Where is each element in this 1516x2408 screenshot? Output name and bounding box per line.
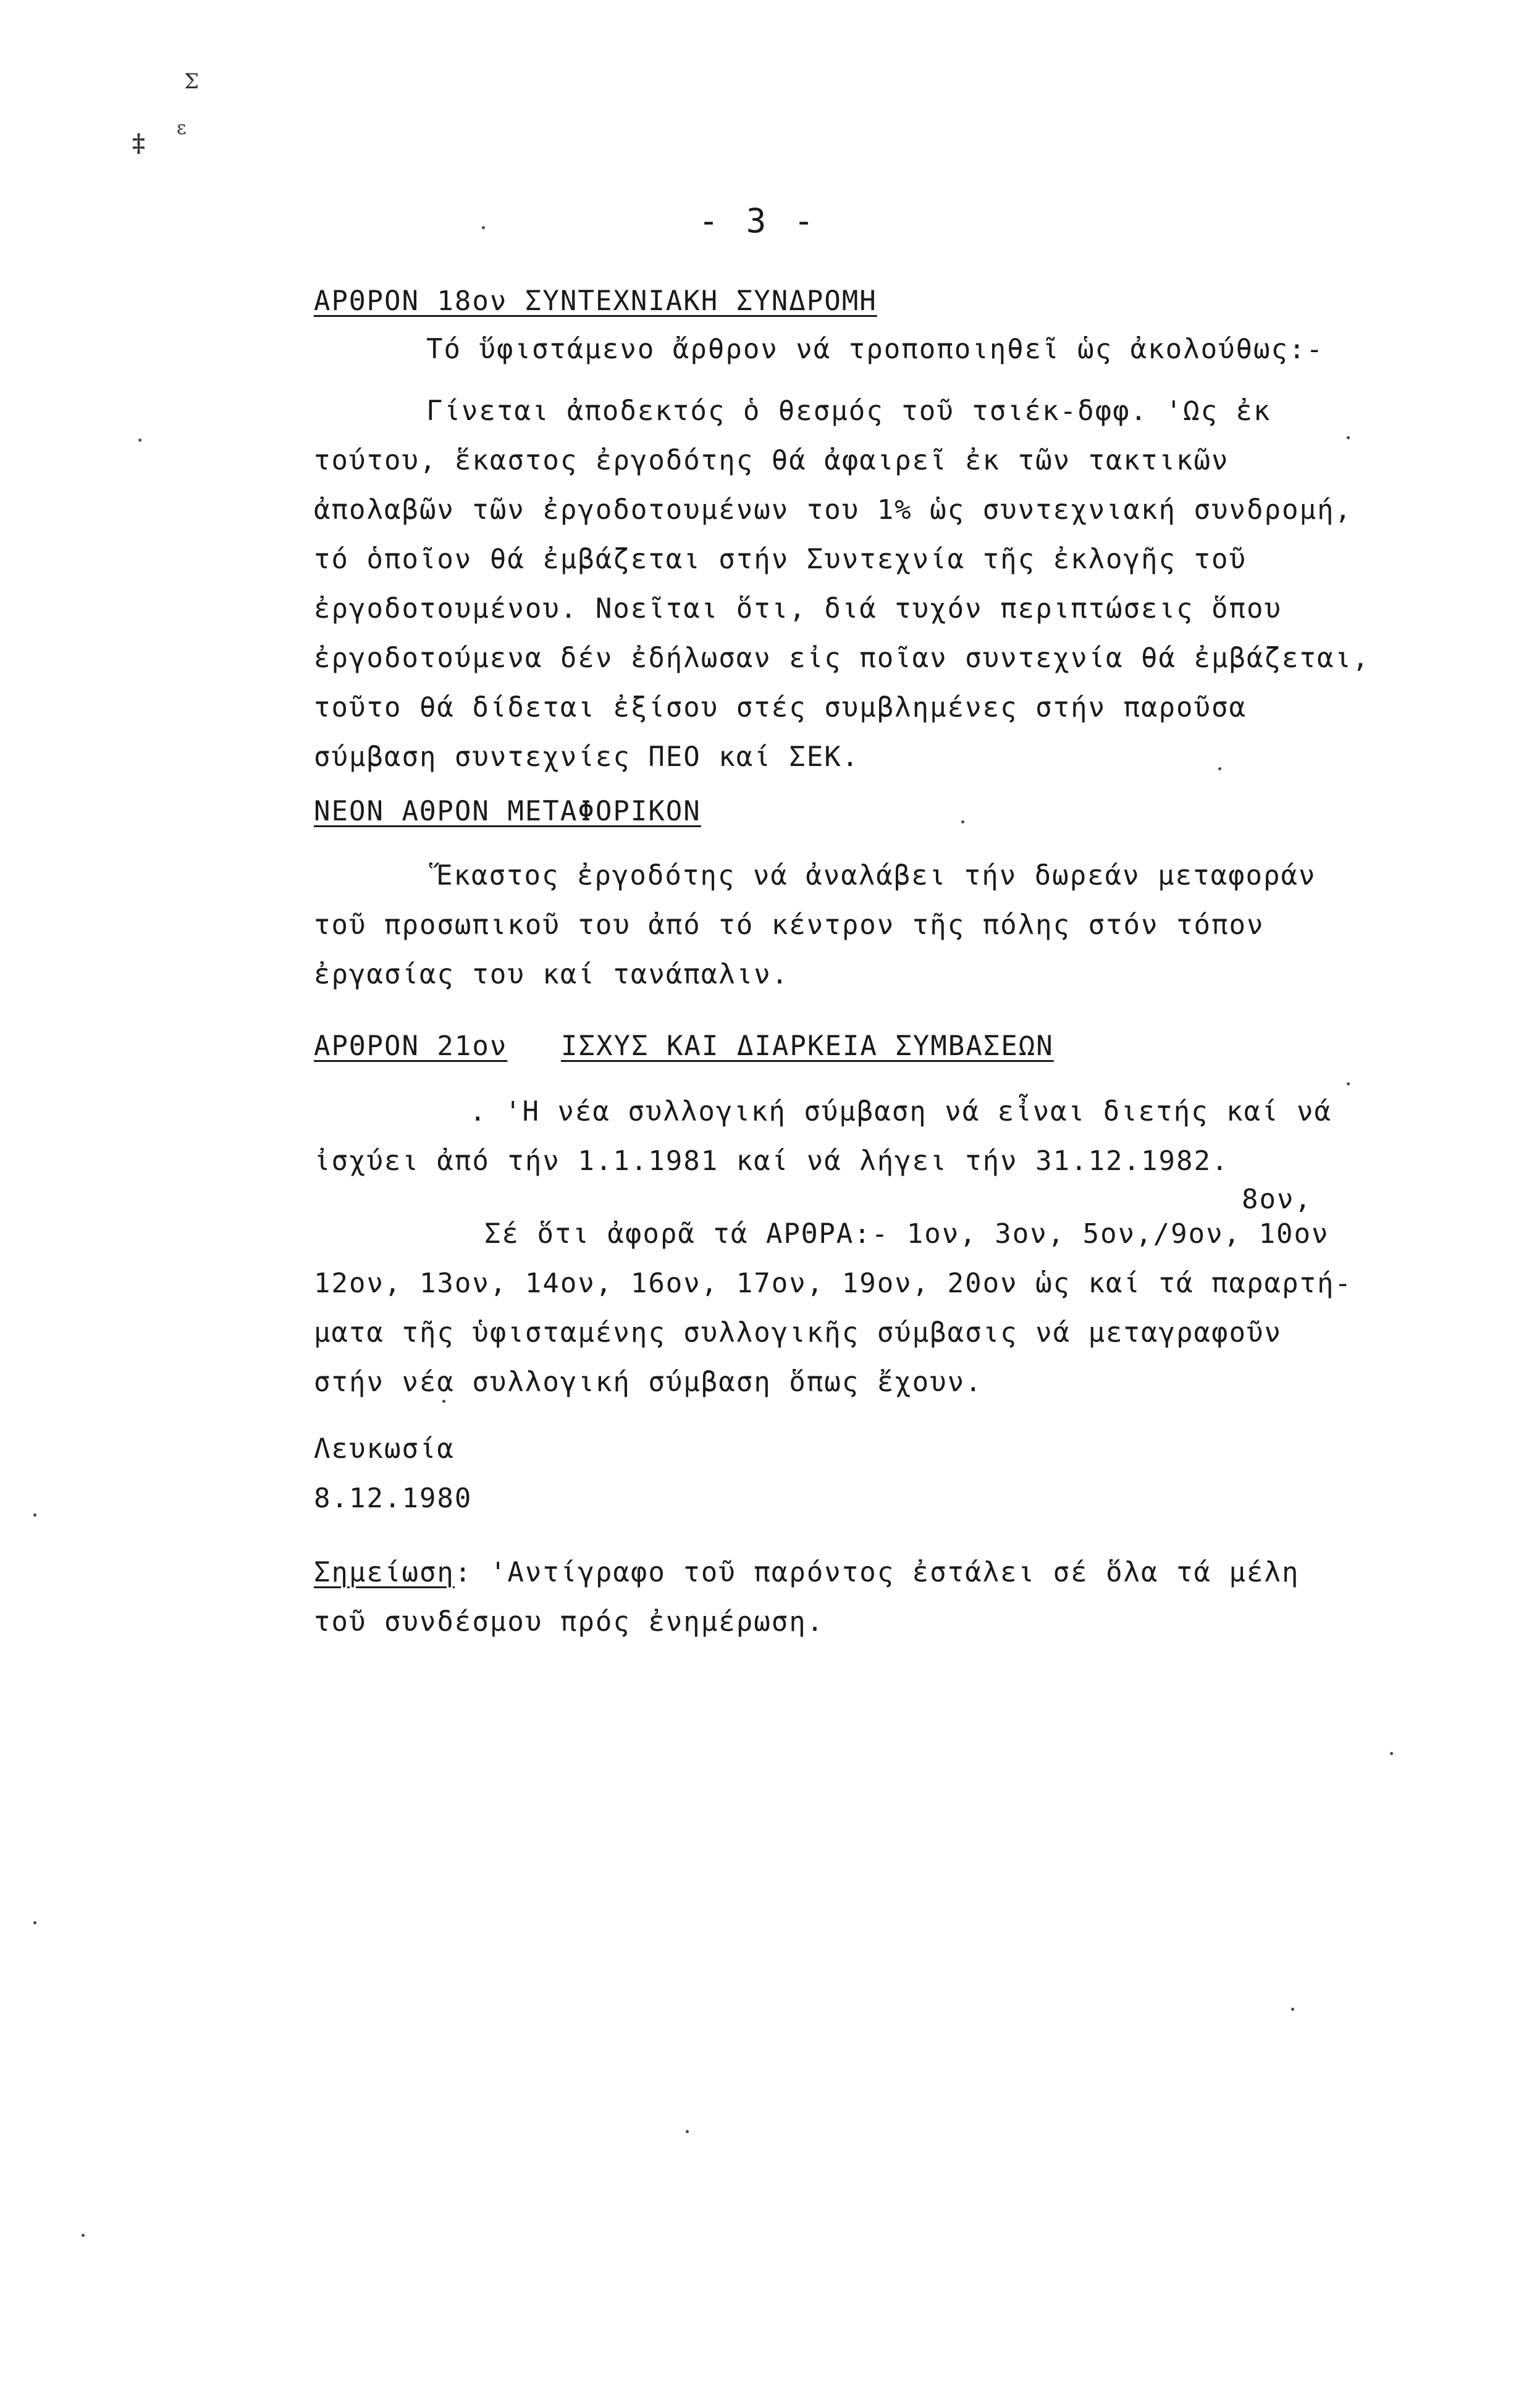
corner-mark: ‡	[132, 128, 146, 158]
article-18-heading: ΑΡΘΡΟΝ 18ον ΣΥΝΤΕΧΝΙΑΚΗ ΣΥΝΔΡΟΜΗ	[314, 285, 877, 317]
place: Λευκωσία	[314, 1433, 455, 1465]
note-colon: :	[454, 1557, 473, 1588]
article-18-line: τό ὁποῖον θά ἐμβάζεται στήν Συντεχνία τῆς ἐκλογῆς τοῦ	[314, 544, 1247, 575]
article-18-line: ἀπολαβῶν τῶν ἐργοδοτουμένων του 1% ὡς συντεχνιακή συνδρομή,	[314, 494, 1352, 526]
date: 8.12.1980	[314, 1483, 473, 1514]
article-21-heading-number: ΑΡΘΡΟΝ 21ον	[314, 1030, 508, 1062]
scan-speck	[138, 439, 141, 442]
scan-speck	[33, 1513, 36, 1517]
article-21-line: 12ον, 13ον, 14ον, 16ον, 17ον, 19ον, 20ον ὡς καί τά παραρτή-	[314, 1268, 1352, 1299]
note-text: 'Αντίγραφο τοῦ παρόντος ἐστάλει σέ ὅλα τά μέλη	[472, 1557, 1300, 1588]
article-18-line: τούτου, ἕκαστος ἐργοδότης θά ἀφαιρεῖ ἐκ τῶν τακτικῶν	[314, 445, 1229, 476]
article-21-line: ἰσχύει ἀπό τήν 1.1.1981 καί νά λήγει τήν 31.12.1982.	[314, 1145, 1229, 1177]
article-18-line: σύμβαση συντεχνίες ΠΕΟ καί ΣΕΚ.	[314, 741, 860, 773]
corner-mark: Σ	[184, 69, 201, 94]
article-21-line: ματα τῆς ὑφισταμένης συλλογικῆς σύμβασις νά μεταγραφοῦν	[314, 1317, 1282, 1349]
scan-speck	[482, 226, 485, 229]
scan-speck	[961, 820, 964, 823]
corner-mark: ε	[177, 117, 188, 139]
page-number: - 3 -	[698, 201, 818, 240]
note-line	[314, 1557, 1299, 1588]
transport-line: ἐργασίας του καί τανάπαλιν.	[314, 959, 790, 990]
article-18-line: ἐργοδοτούμενα δέν ἐδήλωσαν εἰς ποῖαν συντεχνία θά ἐμβάζεται,	[314, 642, 1370, 674]
scan-speck	[1347, 436, 1350, 439]
scan-speck	[1390, 1752, 1393, 1755]
handwritten-insert: 8ον,	[1242, 1184, 1312, 1215]
article-18-intro: Τό ὕφιστάμενο ἄρθρον νά τροποποιηθεῖ ὡς ἀκολούθως:-	[426, 334, 1324, 365]
transport-heading: ΝΕΟΝ ΑΘΡΟΝ ΜΕΤΑΦΟΡΙΚΟΝ	[314, 796, 701, 827]
scan-speck	[33, 1921, 36, 1924]
scan-speck	[82, 2234, 85, 2237]
scan-speck	[1218, 767, 1221, 770]
scan-speck	[442, 1400, 445, 1403]
article-18-line: ἐργοδοτουμένου. Νοεῖται ὅτι, διά τυχόν περιπτώσεις ὅπου	[314, 593, 1282, 625]
note-line: τοῦ συνδέσμου πρός ἐνημέρωση.	[314, 1606, 825, 1638]
transport-line: Ἕκαστος ἐργοδότης νά ἀναλάβει τήν δωρεάν μεταφοράν	[436, 860, 1316, 891]
scan-speck	[686, 2130, 689, 2133]
article-21-heading-title: ΙΣΧΥΣ ΚΑΙ ΔΙΑΡΚΕΙΑ ΣΥΜΒΑΣΕΩΝ	[561, 1030, 1054, 1062]
transport-line: τοῦ προσωπικοῦ του ἀπό τό κέντρον τῆς πόλης στόν τόπον	[314, 909, 1265, 941]
article-18-line: τοῦτο θά δίδεται ἐξίσου στές συμβλημένες στήν παροῦσα	[314, 692, 1247, 723]
article-21-line: . 'Η νέα συλλογική σύμβαση νά εἶναι διετής καί νά	[470, 1096, 1333, 1127]
scan-speck	[1291, 2008, 1294, 2011]
article-21-line: Σέ ὅτι ἀφορᾶ τά ΑΡΘΡΑ:- 1ον, 3ον, 5ον,/9ον, 10ον	[484, 1218, 1329, 1250]
article-21-line: στήν νέα συλλογική σύμβαση ὅπως ἔχουν.	[314, 1366, 983, 1398]
scan-speck	[1347, 1082, 1350, 1085]
note-label: Σημείωση	[314, 1557, 455, 1588]
article-18-line: Γίνεται ἀποδεκτός ὁ θεσμός τοῦ τσιέκ-δφφ. 'Ως ἐκ	[426, 395, 1271, 427]
